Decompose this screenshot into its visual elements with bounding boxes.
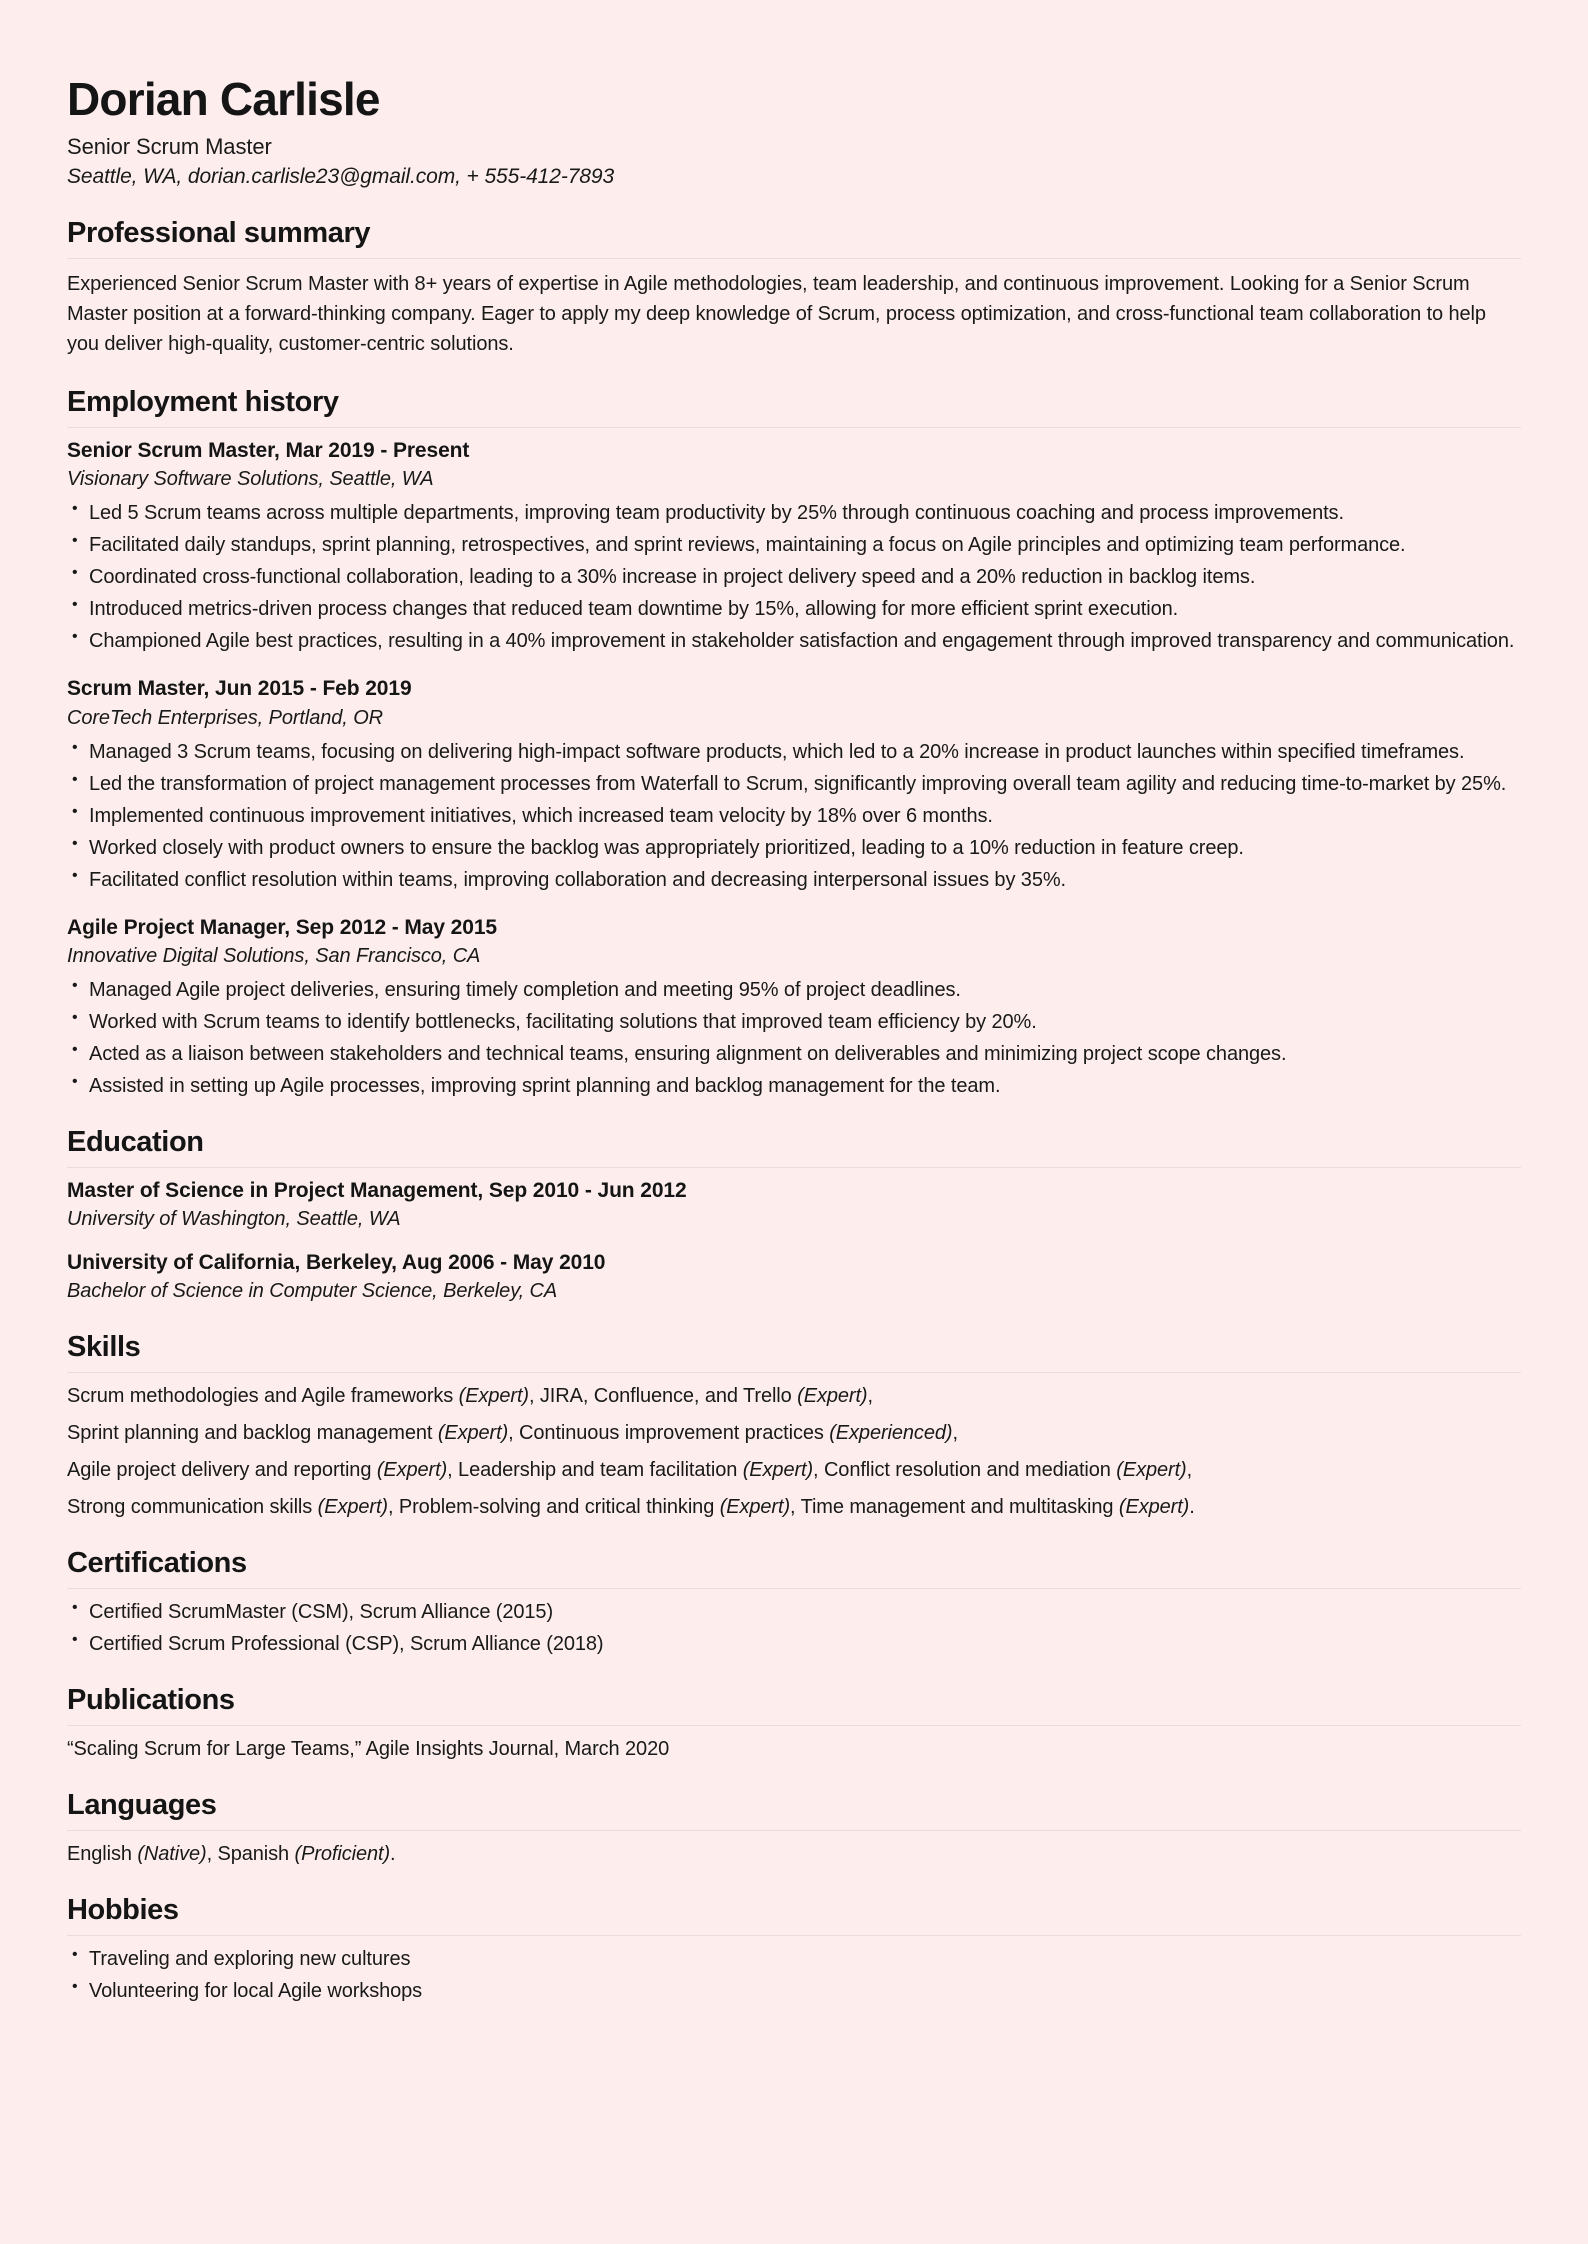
job-bullet: • Implemented continuous improvement initiatives, which increased team velocity by 18% over 6 months.	[67, 803, 1521, 829]
language-level: (Proficient)	[294, 1842, 391, 1865]
job-company-line: Visionary Software Solutions, Seattle, WA	[67, 468, 434, 491]
skill-level: (Expert)	[719, 1496, 791, 1519]
job-bullet-list	[67, 739, 1521, 893]
language-name: English	[67, 1842, 138, 1865]
summary-section	[67, 218, 1521, 359]
job-bullet: • Championed Agile best practices, resulting in a 40% improvement in stakeholder satisfaction and engagement through improved transparency and communication.	[67, 628, 1521, 654]
skill-text: , Time management and multitasking	[790, 1496, 1119, 1519]
languages-section	[67, 1790, 1521, 1867]
job-bullet: • Introduced metrics-driven process changes that reduced team downtime by 15%, allowing for more efficient sprint execution.	[67, 596, 1521, 622]
certifications-list	[67, 1599, 1521, 1657]
contact-line: Seattle, WA, dorian.carlisle23@gmail.com, + 555-412-7893	[67, 165, 615, 189]
education-title: University of California, Berkeley, Aug 2006 - May 2010	[67, 1251, 606, 1275]
certifications-heading: Certifications	[67, 1548, 1521, 1589]
job-entry	[67, 676, 1521, 892]
summary-text: Experienced Senior Scrum Master with 8+ years of expertise in Agile methodologies, team leadership, and continuous improvement. Looking for a Senior Scrum Master position at a forward-thinking company. Eager to apply my deep knowledge of Scrum, process optimization, and cross-functional team collaboration to help you deliver high-quality, customer-centric solutions.	[67, 273, 1486, 356]
language-name: .	[390, 1842, 396, 1865]
job-company-line: CoreTech Enterprises, Portland, OR	[67, 706, 384, 729]
skill-level: (Expert)	[1116, 1459, 1187, 1482]
job-entry	[67, 438, 1521, 654]
skill-text: , Continuous improvement practices	[508, 1422, 830, 1445]
skill-text: , Problem-solving and critical thinking	[387, 1496, 720, 1519]
employment-heading: Employment history	[67, 387, 1521, 428]
skill-text: Sprint planning and backlog management	[67, 1422, 438, 1445]
resume-header	[67, 74, 1521, 190]
publication-item: “Scaling Scrum for Large Teams,” Agile Insights Journal, March 2020	[67, 1737, 670, 1760]
skill-level: (Expert)	[317, 1496, 388, 1519]
job-bullet: • Facilitated daily standups, sprint planning, retrospectives, and sprint reviews, maintaining a focus on Agile principles and optimizing team performance.	[67, 532, 1521, 558]
hobby-item: • Volunteering for local Agile workshops	[67, 1978, 1521, 2004]
skills-line	[67, 1420, 1521, 1446]
job-company-line: Innovative Digital Solutions, San Francisco, CA	[67, 944, 481, 967]
skill-text: , Conflict resolution and mediation	[813, 1459, 1117, 1482]
education-entry	[67, 1250, 1521, 1304]
person-name: Dorian Carlisle	[67, 73, 380, 125]
job-bullet: • Coordinated cross-functional collaboration, leading to a 30% increase in project delivery speed and a 20% reduction in backlog items.	[67, 564, 1521, 590]
languages-line	[67, 1841, 1521, 1867]
skills-heading: Skills	[67, 1332, 1521, 1373]
job-bullet: • Managed 3 Scrum teams, focusing on delivering high-impact software products, which led to a 20% increase in product launches within specified timeframes.	[67, 739, 1521, 765]
skill-level: (Expert)	[376, 1459, 448, 1482]
job-bullet: • Managed Agile project deliveries, ensuring timely completion and meeting 95% of project deadlines.	[67, 977, 1521, 1003]
hobbies-list	[67, 1946, 1521, 2004]
job-bullet: • Facilitated conflict resolution within teams, improving collaboration and decreasing interpersonal issues by 35%.	[67, 867, 1521, 893]
languages-heading: Languages	[67, 1790, 1521, 1831]
education-section	[67, 1127, 1521, 1304]
publications-section	[67, 1685, 1521, 1762]
skill-level: (Expert)	[742, 1459, 814, 1482]
job-title-line: Agile Project Manager, Sep 2012 - May 2015	[67, 915, 498, 939]
skill-text: ,	[867, 1385, 873, 1408]
skill-level: (Expert)	[797, 1385, 868, 1408]
job-entry	[67, 915, 1521, 1099]
job-bullet: • Led the transformation of project management processes from Waterfall to Scrum, significantly improving overall team agility and reducing time-to-market by 25%.	[67, 771, 1521, 797]
certifications-section	[67, 1548, 1521, 1657]
job-title: Senior Scrum Master	[67, 133, 272, 159]
skill-level: (Expert)	[1118, 1496, 1190, 1519]
skill-text: Strong communication skills	[67, 1496, 318, 1519]
skill-text: , JIRA, Confluence, and Trello	[528, 1385, 798, 1408]
skill-level: (Experienced)	[829, 1422, 953, 1445]
skill-text: Scrum methodologies and Agile frameworks	[67, 1385, 459, 1408]
skill-text: ,	[952, 1422, 958, 1445]
job-bullet: • Worked closely with product owners to ensure the backlog was appropriately prioritized, leading to a 10% reduction in feature creep.	[67, 835, 1521, 861]
job-bullet: • Worked with Scrum teams to identify bottlenecks, facilitating solutions that improved team efficiency by 20%.	[67, 1009, 1521, 1035]
education-heading: Education	[67, 1127, 1521, 1168]
education-title: Master of Science in Project Management, Sep 2010 - Jun 2012	[67, 1178, 687, 1202]
skills-line	[67, 1494, 1521, 1520]
skill-text: ,	[1186, 1459, 1193, 1482]
hobbies-heading: Hobbies	[67, 1895, 1521, 1936]
job-title-line: Scrum Master, Jun 2015 - Feb 2019	[67, 677, 412, 701]
certification-item: • Certified Scrum Professional (CSP), Scrum Alliance (2018)	[67, 1631, 1521, 1657]
education-subtitle: Bachelor of Science in Computer Science, Berkeley, CA	[67, 1280, 558, 1303]
skills-line	[67, 1457, 1521, 1483]
job-title-line: Senior Scrum Master, Mar 2019 - Present	[67, 439, 470, 463]
job-bullet: • Acted as a liaison between stakeholders and technical teams, ensuring alignment on deliverables and minimizing project scope changes.	[67, 1041, 1521, 1067]
hobbies-section	[67, 1895, 1521, 2004]
skill-text: .	[1189, 1496, 1195, 1519]
skill-text: , Leadership and team facilitation	[447, 1459, 743, 1482]
hobby-item: • Traveling and exploring new cultures	[67, 1946, 1521, 1972]
language-name: , Spanish	[206, 1842, 295, 1865]
job-bullet: • Assisted in setting up Agile processes, improving sprint planning and backlog management for the team.	[67, 1073, 1521, 1099]
summary-heading: Professional summary	[67, 218, 1521, 259]
employment-section	[67, 387, 1521, 1099]
job-bullet-list	[67, 977, 1521, 1099]
skills-line	[67, 1383, 1521, 1409]
job-bullet-list	[67, 500, 1521, 654]
skill-level: (Expert)	[437, 1422, 509, 1445]
skill-text: Agile project delivery and reporting	[67, 1459, 377, 1482]
job-bullet: • Led 5 Scrum teams across multiple departments, improving team productivity by 25% through continuous coaching and process improvements.	[67, 500, 1521, 526]
certification-item: • Certified ScrumMaster (CSM), Scrum Alliance (2015)	[67, 1599, 1521, 1625]
education-entry	[67, 1178, 1521, 1232]
language-level: (Native)	[137, 1842, 207, 1865]
skill-level: (Expert)	[458, 1385, 529, 1408]
education-subtitle: University of Washington, Seattle, WA	[67, 1208, 401, 1231]
skills-section	[67, 1332, 1521, 1520]
publications-heading: Publications	[67, 1685, 1521, 1726]
